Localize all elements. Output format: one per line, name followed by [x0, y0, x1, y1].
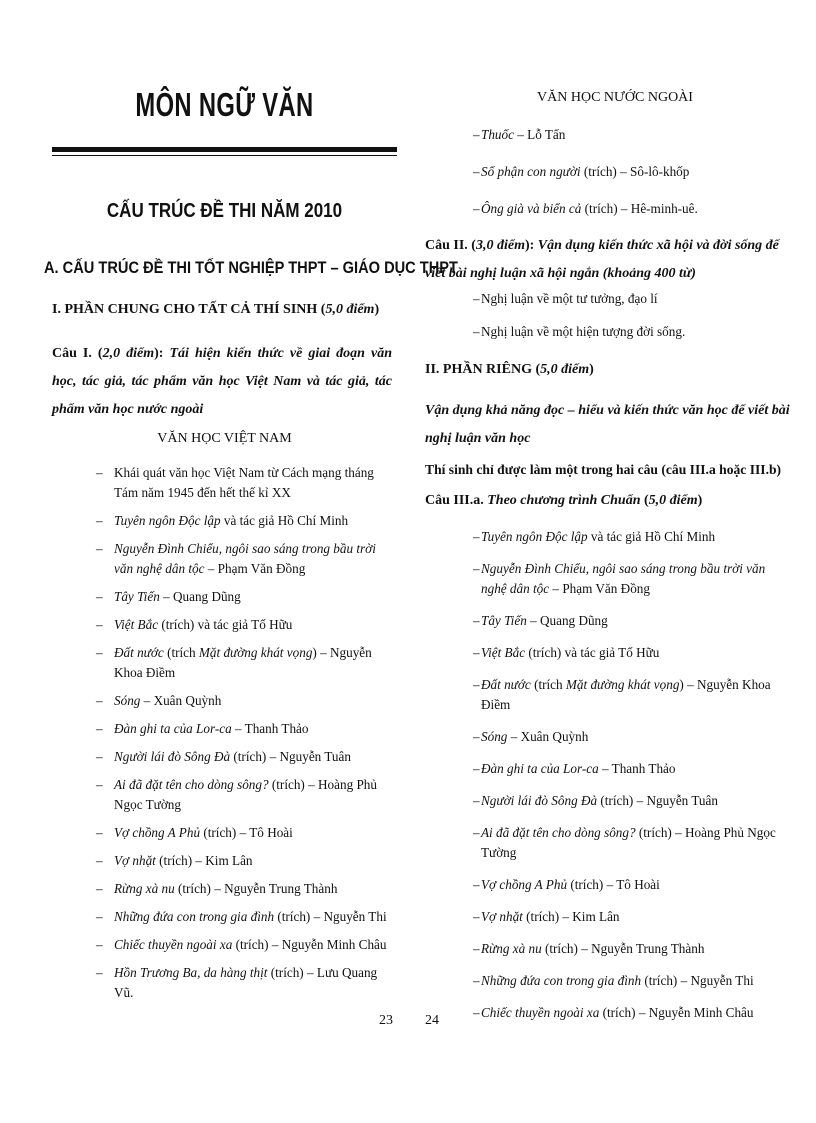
list-dash: –	[96, 617, 103, 632]
list-item: – Việt Bắc (trích) và tác giả Tố Hữu	[481, 643, 793, 663]
list-item: – Người lái đò Sông Đà (trích) – Nguyễn Tuân	[481, 791, 793, 811]
list-dash: –	[473, 645, 480, 660]
list-dash: –	[96, 465, 103, 480]
list-item: – Sóng – Xuân Quỳnh	[481, 727, 793, 747]
vn-literature-heading: VĂN HỌC VIỆT NAM	[157, 431, 292, 446]
list-item: – Ai đã đặt tên cho dòng sông? (trích) – Hoàng Phủ Ngọc Tường	[96, 777, 377, 812]
list-item: – Đàn ghi ta của Lor-ca – Thanh Thảo	[481, 759, 793, 779]
list-item: – Sóng – Xuân Quỳnh	[114, 691, 394, 711]
list-dash: –	[473, 729, 480, 744]
list-dash: –	[473, 529, 480, 544]
list-dash: –	[96, 937, 103, 952]
list-dash: –	[473, 127, 480, 142]
list-dash: –	[96, 513, 103, 528]
list-item: – Việt Bắc (trích) và tác giả Tố Hữu	[114, 615, 394, 635]
list-dash: –	[473, 825, 480, 840]
list-dash: –	[96, 541, 103, 556]
list-dash: –	[473, 973, 480, 988]
question-3a-list	[473, 527, 793, 1035]
list-dash: –	[473, 877, 480, 892]
page-number-right: 24	[425, 1013, 439, 1028]
structure-title: CẤU TRÚC ĐỀ THI NĂM 2010	[106, 200, 343, 222]
title-thin-rule	[52, 155, 397, 156]
list-item: – Chiếc thuyền ngoài xa (trích) – Nguyễn Minh Châu	[114, 935, 394, 955]
list-dash: –	[473, 291, 480, 306]
list-dash: –	[96, 721, 103, 736]
question-1: Câu I. (2,0 điểm): Tái hiện kiến thức về giai đoạn văn học, tác giả, tác phẩm văn học Việt Nam và tác giả, tác phẩm văn học nước ngoài	[52, 346, 393, 417]
list-dash: –	[96, 693, 103, 708]
list-dash: –	[96, 965, 103, 980]
list-item: – Khái quát văn học Việt Nam từ Cách mạng tháng Tám năm 1945 đến hết thế kỉ XX	[96, 465, 374, 500]
list-item: – Vợ chồng A Phủ (trích) – Tô Hoài	[481, 875, 793, 895]
list-item: – Đàn ghi ta của Lor-ca – Thanh Thảo	[114, 719, 394, 739]
list-dash: –	[473, 324, 480, 339]
list-dash: –	[96, 645, 103, 660]
list-item: – Ông già và biển cả (trích) – Hê-minh-uê.	[481, 199, 781, 219]
choice-note: Thí sinh chỉ được làm một trong hai câu (câu III.a hoặc III.b)	[425, 462, 782, 477]
list-dash: –	[96, 853, 103, 868]
list-dash: –	[96, 777, 103, 792]
list-item: – Nguyễn Đình Chiểu, ngôi sao sáng trong bầu trời văn nghệ dân tộc – Phạm Văn Đồng	[96, 541, 376, 576]
list-item: – Rừng xà nu (trích) – Nguyễn Trung Thành	[114, 879, 394, 899]
part-2-text: Vận dụng khả năng đọc – hiểu và kiến thức văn học để viết bài nghị luận văn học	[425, 403, 790, 446]
list-item: – Nguyễn Đình Chiểu, ngôi sao sáng trong bầu trời văn nghệ dân tộc – Phạm Văn Đồng	[473, 561, 766, 596]
list-dash: –	[473, 201, 480, 216]
list-item: – Tây Tiến – Quang Dũng	[481, 611, 793, 631]
list-item: – Thuốc – Lỗ Tấn	[481, 125, 781, 145]
list-dash: –	[473, 613, 480, 628]
part-2-heading: II. PHẦN RIÊNG (5,0 điểm)	[425, 362, 594, 377]
list-dash: –	[473, 561, 480, 576]
list-item: – Số phận con người (trích) – Sô-lô-khốp	[481, 162, 781, 182]
list-item: – Nghị luận về một tư tưởng, đạo lí	[481, 289, 781, 309]
list-dash: –	[96, 909, 103, 924]
list-item: – Tuyên ngôn Độc lập và tác giả Hồ Chí Minh	[481, 527, 793, 547]
list-item: – Vợ nhặt (trích) – Kim Lân	[114, 851, 394, 871]
part-1-heading: I. PHẦN CHUNG CHO TẤT CẢ THÍ SINH (5,0 điểm)	[52, 302, 380, 317]
list-item: – Hồn Trương Ba, da hàng thịt (trích) – Lưu Quang Vũ.	[96, 965, 378, 1000]
list-dash: –	[96, 825, 103, 840]
list-item: – Chiếc thuyền ngoài xa (trích) – Nguyễn Minh Châu	[481, 1003, 793, 1023]
question-3a-heading: Câu III.a. Theo chương trình Chuẩn (5,0 điểm)	[425, 493, 703, 508]
list-dash: –	[473, 941, 480, 956]
question-2: Câu II. (3,0 điểm): Vận dụng kiến thức xã hội và đời sống để viết bài nghị luận xã hội ngắn (khoảng 400 từ)	[425, 238, 779, 281]
list-item: – Những đứa con trong gia đình (trích) – Nguyễn Thi	[114, 907, 394, 927]
page-number-left: 23	[379, 1013, 393, 1028]
foreign-literature-heading: VĂN HỌC NƯỚC NGOÀI	[537, 90, 693, 105]
list-dash: –	[473, 909, 480, 924]
list-dash: –	[473, 793, 480, 808]
question-2-text: Vận dụng kiến thức xã hội và đời sống để viết bài nghị luận xã hội ngắn (khoảng 400 từ)	[425, 238, 779, 281]
list-dash: –	[96, 589, 103, 604]
list-dash: –	[473, 761, 480, 776]
title-thick-rule	[52, 147, 397, 152]
list-dash: –	[473, 1005, 480, 1020]
list-dash: –	[473, 164, 480, 179]
foreign-literature-list	[473, 125, 781, 236]
vn-literature-list	[96, 463, 394, 1011]
list-item: – Vợ chồng A Phủ (trích) – Tô Hoài	[114, 823, 394, 843]
list-item: – Tuyên ngôn Độc lập và tác giả Hồ Chí Minh	[114, 511, 394, 531]
list-item: – Ai đã đặt tên cho dòng sông? (trích) – Hoàng Phủ Ngọc Tường	[473, 825, 776, 860]
list-item: – Những đứa con trong gia đình (trích) – Nguyễn Thi	[481, 971, 793, 991]
list-item: – Đất nước (trích Mặt đường khát vọng) – Nguyễn Khoa Điềm	[96, 645, 372, 680]
subject-title: MÔN NGỮ VĂN	[135, 86, 314, 123]
list-item: – Người lái đò Sông Đà (trích) – Nguyễn Tuân	[114, 747, 394, 767]
list-dash: –	[473, 677, 480, 692]
question-2-list	[473, 289, 781, 355]
list-item: – Nghị luận về một hiện tượng đời sống.	[481, 322, 781, 342]
list-dash: –	[96, 881, 103, 896]
list-item: – Rừng xà nu (trích) – Nguyễn Trung Thành	[481, 939, 793, 959]
list-item: – Tây Tiến – Quang Dũng	[114, 587, 394, 607]
list-item: – Đất nước (trích Mặt đường khát vọng) – Nguyễn Khoa Điềm	[473, 677, 771, 712]
list-item: – Vợ nhặt (trích) – Kim Lân	[481, 907, 793, 927]
section-a-heading: A. CẤU TRÚC ĐỀ THI TỐT NGHIỆP THPT – GIÁO DỤC THPT	[44, 258, 458, 277]
list-dash: –	[96, 749, 103, 764]
question-1-text: Tái hiện kiến thức về giai đoạn văn học, tác giả, tác phẩm văn học Việt Nam và tác giả, tác phẩm văn học nước ngoài	[52, 346, 393, 417]
